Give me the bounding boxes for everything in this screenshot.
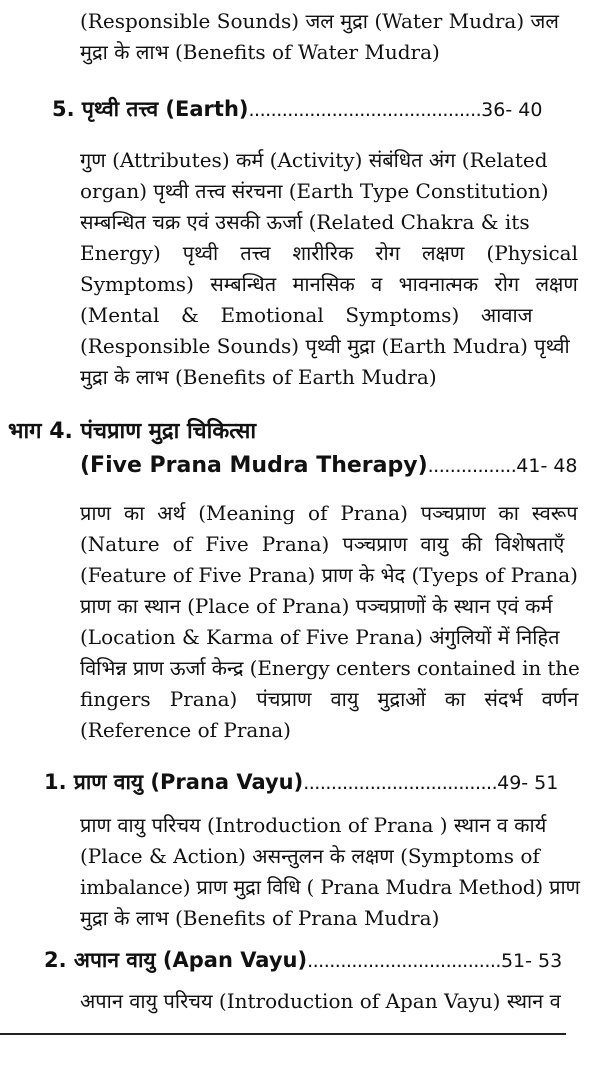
earth-section-text — [80, 145, 578, 393]
page-range: 36- 40 — [481, 99, 543, 121]
text-line: (Mental & Emotional Symptoms) आवाज — [80, 303, 533, 327]
leader-dots: ................................... — [303, 772, 498, 794]
entry-title: अपान वायु (Apan Vayu) — [73, 948, 308, 972]
entry-number: 2. — [44, 948, 67, 972]
page-range: 41- 48 — [516, 455, 578, 477]
text-line: (Place & Action) असन्तुलन के लक्षण (Symptoms of — [80, 844, 540, 868]
water-section-text — [80, 6, 578, 68]
apan-vayu-text — [80, 986, 578, 1017]
text-line: Symptoms) सम्बन्धित मानसिक व भावनात्मक रोग लक्षण — [80, 272, 578, 296]
text-line: Energy) पृथ्वी तत्त्व शारीरिक रोग लक्षण (Physical — [80, 241, 579, 265]
toc-entry-earth[interactable] — [52, 95, 542, 123]
text-line: मुद्रा के लाभ (Benefits of Earth Mudra) — [80, 365, 437, 389]
text-line: अपान वायु परिचय (Introduction of Apan Vayu) स्थान व — [80, 989, 561, 1013]
part-4-text — [80, 498, 578, 746]
text-line: प्राण वायु परिचय (Introduction of Prana ) स्थान व कार्य — [80, 813, 547, 837]
entry-number: 5. — [52, 97, 75, 121]
text-line: (Responsible Sounds) पृथ्वी मुद्रा (Earth Mudra) पृथ्वी — [80, 334, 570, 358]
text-line: प्राण का अर्थ (Meaning of Prana) पञ्चप्राण का स्वरूप — [80, 501, 578, 525]
bottom-rule — [0, 1033, 566, 1035]
text-line: (Location & Karma of Five Prana) अंगुलियों में निहित — [80, 625, 560, 649]
text-line: (Reference of Prana) — [80, 718, 291, 742]
leader-dots: .......................................... — [248, 99, 482, 121]
part-4-subtitle[interactable] — [80, 453, 578, 478]
toc-entry-prana-vayu[interactable] — [44, 768, 558, 796]
text-line: प्राण का स्थान (Place of Prana) पञ्चप्राणों के स्थान एवं कर्म — [80, 594, 553, 618]
entry-title: प्राण वायु (Prana Vayu) — [73, 770, 304, 794]
text-line: गुण (Attributes) कर्म (Activity) संबंधित अंग (Related — [80, 148, 548, 172]
prana-vayu-text — [80, 810, 578, 934]
entry-number: 1. — [44, 770, 67, 794]
text-line: imbalance) प्राण मुद्रा विधि ( Prana Mudra Method) प्राण — [80, 875, 580, 899]
toc-entry-apan-vayu[interactable] — [44, 946, 562, 974]
leader-dots: ................ — [427, 455, 517, 477]
text-line: (Nature of Five Prana) पञ्चप्राण वायु की विशेषताएँ — [80, 532, 565, 556]
text-line: मुद्रा के लाभ (Benefits of Prana Mudra) — [80, 906, 440, 930]
text-line: विभिन्न प्राण ऊर्जा केन्द्र (Energy centers contained in the — [80, 656, 580, 680]
entry-title: पृथ्वी तत्त्व (Earth) — [81, 97, 249, 121]
page-range: 49- 51 — [497, 772, 559, 794]
text-line: fingers Prana) पंचप्राण वायु मुद्राओं का संदर्भ वर्णन — [80, 687, 579, 711]
text-line: सम्बन्धित चक्र एवं उसकी ऊर्जा (Related Chakra & its — [80, 210, 530, 234]
part-4-title[interactable]: भाग 4. पंचप्राण मुद्रा चिकित्सा — [8, 419, 257, 444]
text-line: (Responsible Sounds) जल मुद्रा (Water Mudra) जल — [80, 9, 559, 33]
text-line: organ) पृथ्वी तत्त्व संरचना (Earth Type Constitution) — [80, 179, 549, 203]
page-range: 51- 53 — [500, 950, 563, 972]
entry-title: (Five Prana Mudra Therapy) — [80, 453, 428, 478]
leader-dots: ................................... — [307, 950, 501, 972]
text-line: मुद्रा के लाभ (Benefits of Water Mudra) — [80, 40, 440, 64]
text-line: (Feature of Five Prana) प्राण के भेद (Tyeps of Prana) — [80, 563, 578, 587]
